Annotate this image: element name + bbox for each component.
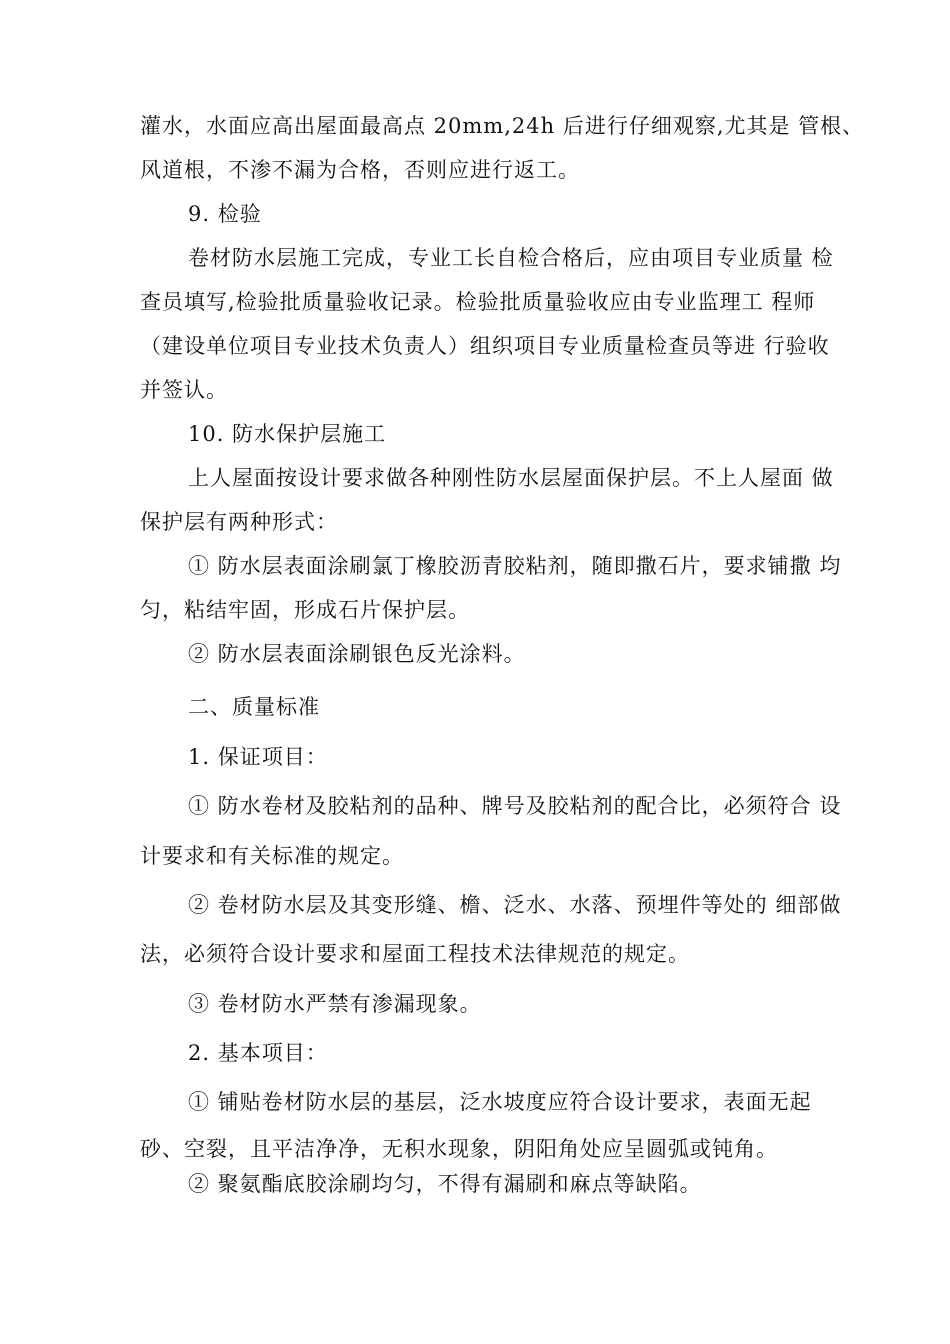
- body-text-line: 灌水，水面应高出屋面最高点 20mm,24h 后进行仔细观察,尤其是 管根、: [140, 114, 865, 138]
- section-heading: 9. 检验: [188, 202, 262, 226]
- body-text-line: 砂、空裂，且平洁净净，无积水现象，阴阳角处应呈圆弧或钝角。: [140, 1137, 778, 1161]
- list-item: ③ 卷材防水严禁有渗漏现象。: [188, 992, 482, 1016]
- subsection-heading: 2. 基本项目：: [188, 1041, 328, 1065]
- list-item: ① 防水卷材及胶粘剂的品种、牌号及胶粘剂的配合比，必须符合 设: [188, 794, 842, 818]
- body-text-line: 并签认。: [140, 378, 228, 402]
- section-heading: 10. 防水保护层施工: [188, 422, 387, 446]
- body-text-line: 法，必须符合设计要求和屋面工程技术法律规范的规定。: [140, 942, 690, 966]
- section-heading: 二、质量标准: [188, 695, 320, 719]
- list-item: ① 铺贴卷材防水层的基层，泛水坡度应符合设计要求，表面无起: [188, 1090, 812, 1114]
- list-item: ① 防水层表面涂刷氯丁橡胶沥青胶粘剂，随即撒石片，要求铺撒 均: [188, 554, 842, 578]
- body-text-line: 风道根，不渗不漏为合格，否则应进行返工。: [140, 158, 580, 182]
- list-item: ② 卷材防水层及其变形缝、檐、泛水、水落、预埋件等处的 细部做: [188, 893, 842, 917]
- body-text-line: （建设单位项目专业技术负责人）组织项目专业质量检查员等进 行验收: [140, 334, 830, 358]
- body-text-line: 计要求和有关标准的规定。: [140, 844, 404, 868]
- body-text-line: 匀，粘结牢固，形成石片保护层。: [140, 598, 470, 622]
- list-item: ② 防水层表面涂刷银色反光涂料。: [188, 642, 526, 666]
- list-item: ② 聚氨酯底胶涂刷均匀，不得有漏刷和麻点等缺陷。: [188, 1172, 702, 1196]
- body-text-line: 卷材防水层施工完成，专业工长自检合格后，应由项目专业质量 检: [188, 246, 834, 270]
- body-text-line: 上人屋面按设计要求做各种刚性防水层屋面保护层。不上人屋面 做: [188, 466, 834, 490]
- body-text-line: 查员填写,检验批质量验收记录。检验批质量验收应由专业监理工 程师: [140, 290, 816, 314]
- subsection-heading: 1. 保证项目：: [188, 745, 328, 769]
- body-text-line: 保护层有两种形式：: [140, 510, 338, 534]
